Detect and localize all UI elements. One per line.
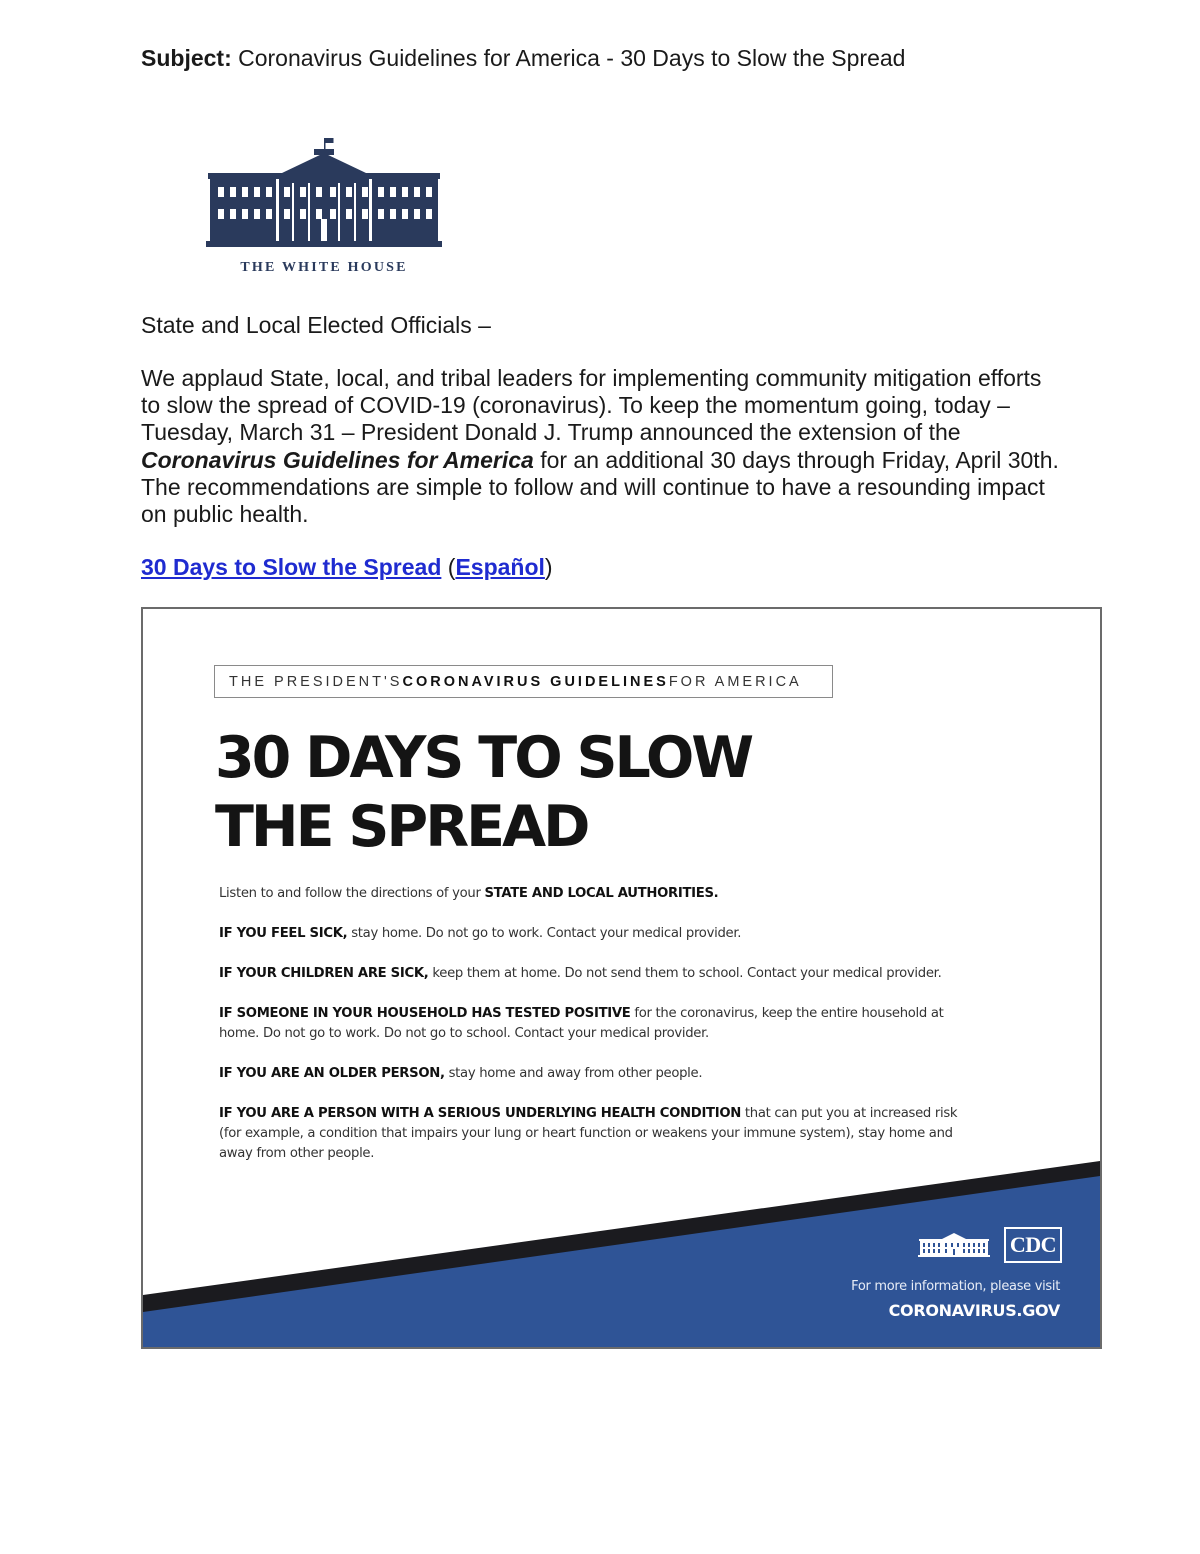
poster-rule bbox=[219, 964, 979, 984]
rule-bold: IF YOUR CHILDREN ARE SICK, bbox=[219, 966, 429, 981]
poster-rule bbox=[219, 1004, 979, 1044]
poster-logos bbox=[918, 1227, 1062, 1263]
rule-bold: STATE AND LOCAL AUTHORITIES. bbox=[484, 886, 719, 901]
poster-rules bbox=[219, 884, 979, 1184]
body-text-2: for an additional 30 days through Friday, April 30th. The recommendations are simple to follow and will continue to have a resounding impact on public health. bbox=[141, 446, 1059, 528]
salutation: State and Local Elected Officials – bbox=[141, 312, 491, 338]
body-emphasis: Coronavirus Guidelines for America bbox=[141, 446, 534, 473]
link-close-paren: ) bbox=[544, 554, 553, 580]
tagline-prefix: THE PRESIDENT'S bbox=[229, 673, 403, 690]
more-info-text: For more information, please visit bbox=[851, 1279, 1060, 1294]
guidelines-poster bbox=[141, 607, 1102, 1349]
poster-tagline bbox=[214, 665, 833, 698]
guideline-links bbox=[141, 553, 553, 581]
link-espanol[interactable]: Español bbox=[455, 554, 545, 580]
rule-bold: IF YOU ARE AN OLDER PERSON, bbox=[219, 1066, 445, 1081]
poster-headline bbox=[215, 724, 751, 862]
rule-text-post: stay home. Do not go to work. Contact your medical provider. bbox=[347, 926, 742, 941]
rule-text-post: that can put you at increased risk (for example, a condition that impairs your lung or heart function or weakens your immune system), stay home and away from other people. bbox=[219, 1106, 958, 1161]
tagline-bold: CORONAVIRUS GUIDELINES bbox=[402, 673, 669, 690]
body-text-1: We applaud State, local, and tribal leaders for implementing community mitigation efforts to slow the spread of COVID-19 (coronavirus). To keep the momentum going, today – Tuesday, March 31 – President Donald J. Trump announced the extension of the bbox=[141, 365, 1042, 446]
rule-text-pre: Listen to and follow the directions of your bbox=[219, 886, 485, 901]
link-30-days[interactable]: 30 Days to Slow the Spread bbox=[141, 554, 442, 580]
rule-bold: IF YOU FEEL SICK, bbox=[219, 926, 348, 941]
rule-text-post: keep them at home. Do not send them to school. Contact your medical provider. bbox=[428, 966, 942, 981]
white-house-wordmark: THE WHITE HOUSE bbox=[240, 260, 408, 275]
rule-text-post: for the coronavirus, keep the entire household at home. Do not go to work. Do not go to school. Contact your medical provider. bbox=[219, 1006, 944, 1041]
email-subject bbox=[141, 44, 905, 72]
coronavirus-gov-link: CORONAVIRUS.GOV bbox=[888, 1301, 1060, 1320]
white-house-icon bbox=[206, 135, 442, 250]
white-house-logo bbox=[206, 135, 442, 276]
small-white-house-icon bbox=[918, 1230, 990, 1260]
body-paragraph bbox=[141, 365, 1061, 528]
headline-line-2: THE SPREAD bbox=[215, 794, 588, 860]
poster-rule bbox=[219, 1064, 979, 1084]
cdc-logo: CDC bbox=[1004, 1227, 1062, 1263]
subject-text: Coronavirus Guidelines for America - 30 Days to Slow the Spread bbox=[238, 45, 906, 71]
tagline-suffix: FOR AMERICA bbox=[668, 673, 802, 690]
poster-rule bbox=[219, 924, 979, 944]
headline-line-1: 30 DAYS TO SLOW bbox=[215, 725, 752, 791]
poster-rule bbox=[219, 884, 979, 904]
subject-label: Subject: bbox=[141, 45, 232, 71]
rule-bold: IF YOU ARE A PERSON WITH A SERIOUS UNDERLYING HEALTH CONDITION bbox=[219, 1106, 742, 1121]
poster-rule bbox=[219, 1104, 979, 1164]
rule-bold: IF SOMEONE IN YOUR HOUSEHOLD HAS TESTED POSITIVE bbox=[219, 1006, 631, 1021]
link-open-paren: ( bbox=[447, 554, 456, 580]
rule-text-post: stay home and away from other people. bbox=[444, 1066, 703, 1081]
